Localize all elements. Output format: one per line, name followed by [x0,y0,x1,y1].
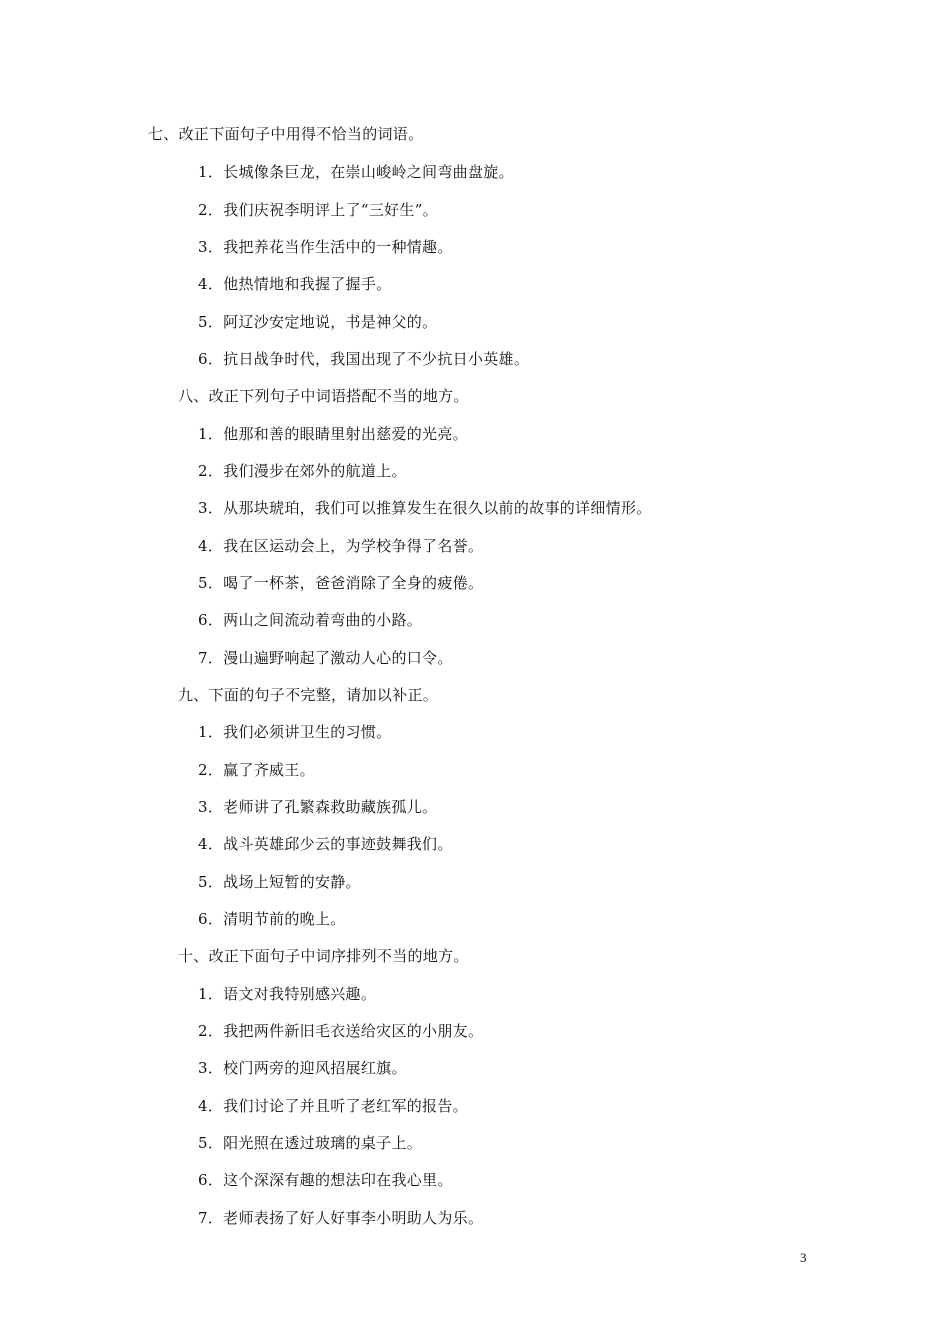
section-10-item-3: 3．校门两旁的迎风招展红旗。 [198,1059,407,1077]
section-9-item-5: 5．战场上短暂的安静。 [198,873,361,891]
section-7-item-1: 1．长城像条巨龙，在崇山峻岭之间弯曲盘旋。 [198,163,514,181]
section-10-item-1: 1．语文对我特别感兴趣。 [198,985,377,1003]
section-10-item-5: 5．阳光照在透过玻璃的桌子上。 [198,1134,423,1152]
section-8-item-3: 3．从那块琥珀，我们可以推算发生在很久以前的故事的详细情形。 [198,499,652,517]
section-7-item-6: 6．抗日战争时代，我国出现了不少抗日小英雄。 [198,350,530,368]
section-7-item-2: 2．我们庆祝李明评上了“三好生”。 [198,201,438,219]
section-8-item-1: 1．他那和善的眼睛里射出慈爱的光亮。 [198,425,468,443]
section-7-item-5: 5．阿辽沙安定地说，书是神父的。 [198,313,438,331]
section-8-item-6: 6．两山之间流动着弯曲的小路。 [198,611,423,629]
section-7-item-3: 3．我把养花当作生活中的一种情趣。 [198,238,453,256]
section-9-item-6: 6．清明节前的晚上。 [198,910,346,928]
section-9-item-4: 4．战斗英雄邱少云的事迹鼓舞我们。 [198,835,453,853]
section-9-item-2: 2．赢了齐威王。 [198,761,315,779]
section-10-item-2: 2．我把两件新旧毛衣送给灾区的小朋友。 [198,1022,484,1040]
section-8-heading: 八、改正下列句子中词语搭配不当的地方。 [178,387,469,405]
section-9-item-3: 3．老师讲了孔繁森救助藏族孤儿。 [198,798,438,816]
section-8-item-7: 7．漫山遍野响起了激动人心的口令。 [198,649,453,667]
section-8-item-2: 2．我们漫步在郊外的航道上。 [198,462,407,480]
section-8-item-5: 5．喝了一杯茶，爸爸消除了全身的疲倦。 [198,574,484,592]
section-10-item-6: 6．这个深深有趣的想法印在我心里。 [198,1171,453,1189]
section-10-item-7: 7．老师表扬了好人好事李小明助人为乐。 [198,1209,484,1227]
section-9-item-1: 1．我们必须讲卫生的习惯。 [198,723,392,741]
page-number: 3 [800,1250,807,1265]
section-8-item-4: 4．我在区运动会上，为学校争得了名誉。 [198,537,484,555]
section-7-item-4: 4．他热情地和我握了握手。 [198,275,392,293]
section-10-item-4: 4．我们讨论了并且听了老红军的报告。 [198,1097,468,1115]
section-9-heading: 九、下面的句子不完整，请加以补正。 [178,686,439,704]
section-10-heading: 十、改正下面句子中词序排列不当的地方。 [178,947,469,965]
section-7-heading: 七、改正下面句子中用得不恰当的词语。 [148,125,424,143]
